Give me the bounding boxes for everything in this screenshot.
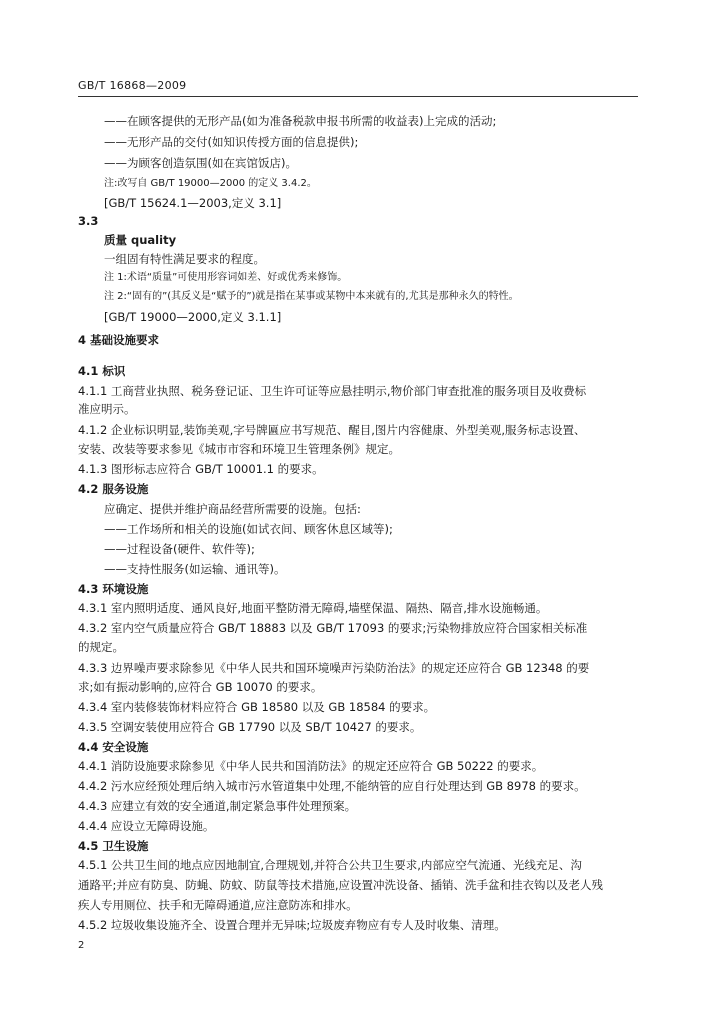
page-number: 2 bbox=[78, 940, 85, 951]
body-line: 通路平;并应有防臭、防蝇、防蚊、防鼠等技术措施,应设置冲洗设备、插销、洗手盆和挂衣钩以及老人残 bbox=[78, 878, 604, 892]
reference-line: [GB/T 15624.1—2003,定义 3.1] bbox=[104, 196, 282, 210]
body-line: 4.3.5 空调安装使用应符合 GB 17790 以及 SB/T 10427 的要求。 bbox=[78, 720, 422, 734]
note-line: 注 1:术语“质量”可使用形容词如差、好或优秀来修饰。 bbox=[104, 272, 348, 283]
body-line: 4.4.4 应设立无障碍设施。 bbox=[78, 819, 215, 833]
body-line: 4.5.2 垃圾收集设施齐全、设置合理并无异味;垃圾废弃物应有专人及时收集、清理。 bbox=[78, 918, 506, 932]
body-line: 4.1.1 工商营业执照、税务登记证、卫生许可证等应悬挂明示,物价部门审查批准的服务项目及收费标 bbox=[78, 384, 587, 398]
body-line: 安装、改装等要求参见《城市市容和环境卫生管理条例》规定。 bbox=[78, 442, 400, 456]
document-code: GB/T 16868—2009 bbox=[78, 79, 187, 92]
note-line: 注:改写自 GB/T 19000—2000 的定义 3.4.2。 bbox=[104, 178, 317, 189]
header-rule bbox=[78, 96, 638, 97]
section-heading: 4.5 卫生设施 bbox=[78, 839, 149, 853]
body-line: ——支持性服务(如运输、通讯等)。 bbox=[104, 562, 286, 576]
section-heading: 4.3 环境设施 bbox=[78, 582, 149, 596]
body-line: 4.3.4 室内装修装饰材料应符合 GB 18580 以及 GB 18584 的要求。 bbox=[78, 700, 436, 714]
body-line: 求;如有振动影响的,应符合 GB 10070 的要求。 bbox=[78, 680, 323, 694]
body-line: ——工作场所和相关的设施(如试衣间、顾客休息区域等); bbox=[104, 522, 393, 536]
body-line: ——为顾客创造氛围(如在宾馆饭店)。 bbox=[104, 156, 297, 170]
section-heading: 4.2 服务设施 bbox=[78, 482, 149, 496]
term-heading: 质量 quality bbox=[104, 233, 177, 247]
section-heading: 4.1 标识 bbox=[78, 364, 126, 378]
body-line: 4.4.2 污水应经预处理后纳入城市污水管道集中处理,不能纳管的应自行处理达到 GB 8978 的要求。 bbox=[78, 779, 586, 793]
body-line: 4.1.3 图形标志应符合 GB/T 10001.1 的要求。 bbox=[78, 462, 324, 476]
body-line: ——无形产品的交付(如知识传授方面的信息提供); bbox=[104, 135, 359, 149]
body-line: 一组固有特性满足要求的程度。 bbox=[104, 252, 265, 266]
body-line: 应确定、提供并维护商品经营所需要的设施。包括: bbox=[104, 502, 361, 516]
body-line: 4.4.3 应建立有效的安全通道,制定紧急事件处理预案。 bbox=[78, 799, 357, 813]
body-line: ——在顾客提供的无形产品(如为准备税款申报书所需的收益表)上完成的活动; bbox=[104, 114, 497, 128]
section-number: 3.3 bbox=[78, 214, 99, 228]
body-line: 4.4.1 消防设施要求除参见《中华人民共和国消防法》的规定还应符合 GB 50222 的要求。 bbox=[78, 759, 544, 773]
body-line: 疾人专用厕位、扶手和无障碍通道,应注意防冻和排水。 bbox=[78, 898, 358, 912]
body-line: 的规定。 bbox=[78, 640, 124, 654]
body-line: 4.3.1 室内照明适度、通风良好,地面平整防滑无障碍,墙壁保温、隔热、隔音,排水设施畅通。 bbox=[78, 601, 548, 615]
body-line: 4.3.2 室内空气质量应符合 GB/T 18883 以及 GB/T 17093 的要求;污染物排放应符合国家相关标准 bbox=[78, 621, 588, 635]
body-line: 4.3.3 边界噪声要求除参见《中华人民共和国环境噪声污染防治法》的规定还应符合 GB 12348 的要 bbox=[78, 661, 590, 675]
section-heading: 4.4 安全设施 bbox=[78, 740, 149, 754]
body-line: 准应明示。 bbox=[78, 402, 136, 416]
body-line: ——过程设备(硬件、软件等); bbox=[104, 542, 255, 556]
body-line: 4.1.2 企业标识明显,装饰美观,字号牌匾应书写规范、醒目,图片内容健康、外型美观,服务标志设置、 bbox=[78, 423, 586, 437]
chapter-heading: 4 基础设施要求 bbox=[78, 333, 160, 347]
reference-line: [GB/T 19000—2000,定义 3.1.1] bbox=[104, 310, 282, 324]
body-line: 4.5.1 公共卫生间的地点应因地制宜,合理规划,并符合公共卫生要求,内部应空气流通、光线充足、沟 bbox=[78, 858, 582, 872]
note-line: 注 2:“固有的”(其反义是“赋予的”)就是指在某事或某物中本来就有的,尤其是那种永久的特性。 bbox=[104, 291, 519, 302]
